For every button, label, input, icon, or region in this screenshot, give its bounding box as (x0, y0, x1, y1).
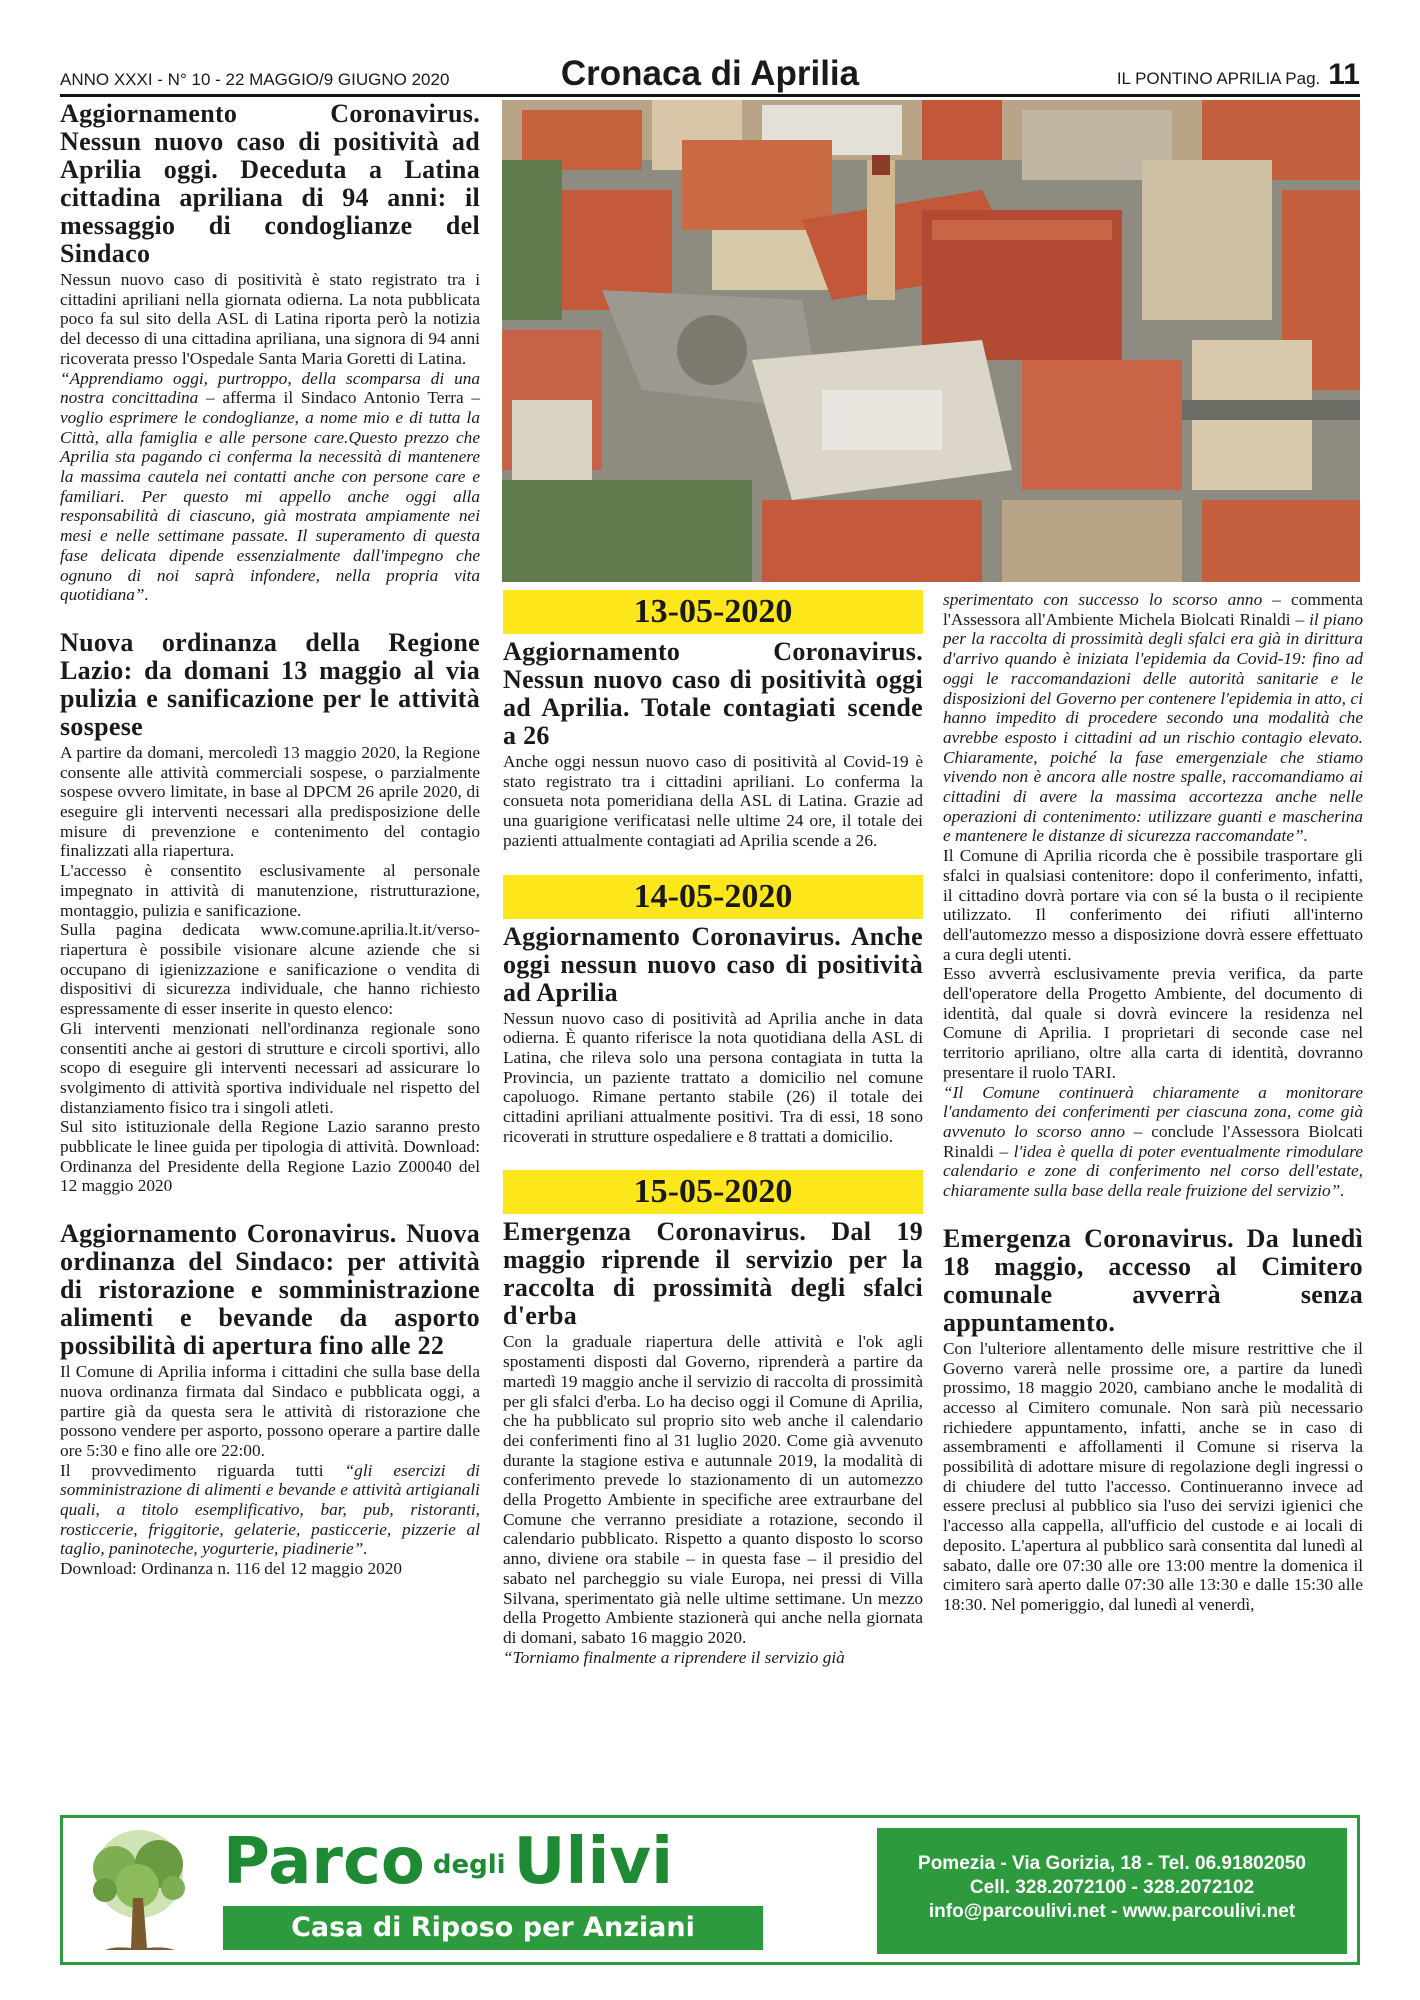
article-paragraph: Il Comune di Aprilia ricorda che è possibile trasportare gli sfalci in qualsiasi contenitore: dopo il conferimento, infatti, il cittadino dovrà portare via con sé la busta o il recipiente utilizzato. Il conferimento dei rifiuti all'interno dell'automezzo messo a disposizione dovrà essere effettuato a cura degli utenti. (943, 846, 1363, 964)
article-headline: Emergenza Coronavirus. Da lunedì 18 maggio, accesso al Cimitero comunale avverrà senza appuntamento. (943, 1223, 1363, 1337)
column-right (943, 590, 1363, 1615)
article-paragraph: Download: Ordinanza n. 116 del 12 maggio 2020 (60, 1559, 403, 1579)
article-paragraph: Anche oggi nessun nuovo caso di positività al Covid-19 è stato registrato tra i cittadini apriliani. Lo conferma la consueta nota pomeridiana della ASL di Latina. Grazie ad una guarigione verificatasi nelle ultime 24 ore, il totale dei pazienti attualmente contagiati ad Aprilia scende a 26. (503, 752, 923, 850)
article-headline: Aggiornamento Coronavirus. Nuova ordinanza del Sindaco: per attività di ristorazione e somministrazione alimenti e bevande da asporto possibilità di apertura fino alle 22 (60, 1219, 480, 1361)
lead-text: Il provvedimento riguarda tutti (60, 1460, 345, 1480)
article-quote-paragraph (943, 590, 1363, 846)
attribution-text: – commenta l'Assessora all'Ambiente Michela Biolcati Rinaldi – (943, 590, 1364, 629)
ad-subtitle: Casa di Riposo per Anziani (223, 1906, 763, 1950)
ad-address: Pomezia - Via Gorizia, 18 - Tel. 06.91802050 (918, 1853, 1306, 1874)
article-paragraph: Gli interventi menzionati nell'ordinanza regionale sono consentiti anche ai gestori di strutture e circoli sportivi, allo scopo di eseguire gli interventi necessari ad assicurare lo svolgimento di attività sportiva individuale nel rispetto del distanziamento fisico tra i singoli atleti. (60, 1018, 480, 1117)
article-headline: Emergenza Coronavirus. Dal 19 maggio riprende il servizio per la raccolta di prossimità degli sfalci d'erba (503, 1217, 923, 1331)
aerial-photo-illustration (502, 100, 1360, 582)
page-number: 11 (1328, 58, 1360, 91)
article-paragraph: Sul sito istituzionale della Regione Lazio saranno presto pubblicate le linee guida per tipologia di attività. Download: Ordinanza del Presidente della Regione Lazio Z00040 del 12 maggio 2020 (60, 1117, 480, 1196)
article-cemetery-access (943, 1225, 1363, 1615)
ad-phones: Cell. 328.2072100 - 328.2072102 (969, 1877, 1255, 1898)
quote-text: sperimentato con successo lo scorso anno (943, 590, 1263, 609)
article-quote-paragraph (943, 1083, 1363, 1201)
quote-text: voglio esprimere le condoglianze, a nome mio e di tutta la Città, alla famiglia e alle persone care.Questo prezzo che Aprilia sta pagando ci conferma la necessità di mantenere la massima cautela nei contatti anche con persone care e familiari. Per questo mi appello anche oggi alla responsabilità di ciascuno, già mostrata ampiamente nei mesi e nelle settimane passate. Il superamento di questa fase delicata dipende essenzialmente dall'impegno che ognuno di noi saprà infondere, nella propria vita quotidiana”. (60, 407, 480, 605)
article-paragraph (60, 1461, 480, 1560)
article-paragraph: Il Comune di Aprilia informa i cittadini che sulla base della nuova ordinanza firmata dal Sindaco e pubblicata oggi, a partire già da questa sera le attività di ristorazione che possono vendere per asporto, possono operare a partire dalle ore 5:30 e fino alle ore 22:00. (60, 1362, 480, 1460)
date-banner: 13-05-2020 (503, 590, 923, 634)
article-paragraph: Esso avverrà esclusivamente previa verifica, da parte dell'operatore della Progetto Ambiente, del documento di identità, dal quale si dovrà evincere la residenza nel Comune di Aprilia. I proprietari di seconde case nel territorio apriliano, oltre alla carta di identità, dovranno presentare il ruolo TARI. (943, 964, 1363, 1082)
olive-tree-icon (75, 1828, 203, 1954)
article-paragraph: Sulla pagina dedicata www.comune.aprilia.lt.it/verso-riapertura è possibile visionare alcune aziende che si occupano di igienizzazione e sanificazione o vendita di dispositivi di sicurezza individuale, che hanno richiesto espressamente di esser inserite in questo elenco: (60, 920, 480, 1019)
ad-web[interactable]: info@parcoulivi.net - www.parcoulivi.net (928, 1901, 1296, 1922)
ad-brand-word: degli (432, 1850, 506, 1881)
article-paragraph: Con l'ulteriore allentamento delle misure restrittive che il Governo varerà nelle prossime ore, a partire da lunedì prossimo, 18 maggio 2020, cambiano anche le modalità di accesso al Cimitero comunale. Non sarà più necessario richiedere appuntamento, infatti, anche se in caso di assembramenti e affollamenti il Comune si riserva la possibilità di adottare misure di regolazione degli ingressi o di chiudere del tutto l'accesso. Continueranno invece ad essere preclusi al pubblico sia l'uso dei servizi igienici che l'accesso alla cappella, all'ufficio del custode e ai locali di deposito. L'apertura al pubblico sarà consentita dal lunedì al sabato, dalle ore 07:30 alle ore 13:00 mentre la domenica il cimitero sarà aperto dalle 07:30 alle 13:30 e dalle 15:30 alle 18:30. Nel pomeriggio, dal lunedì al venerdì, (943, 1338, 1363, 1614)
date-banner: 15-05-2020 (503, 1170, 923, 1214)
article-paragraph: Nessun nuovo caso di positività ad Aprilia anche in data odierna. È quanto riferisce la nota quotidiana della ASL di Latina, che rileva solo una persona contagiata in tutta la Provincia, un paziente trattato a domicilio nel comune capoluogo. Rimane pertanto stabile (26) il totale dei cittadini apriliani attualmente positivi. Tra di essi, 18 sono ricoverati in strutture ospedaliere e 8 trattati a domicilio. (503, 1008, 923, 1146)
ad-brand-name (223, 1825, 674, 1899)
date-banner: 14-05-2020 (503, 875, 923, 919)
publication-name: IL PONTINO APRILIA Pag. (1116, 69, 1321, 88)
article-grass-collection-continued (943, 590, 1363, 1201)
publication-info (1117, 58, 1360, 92)
ad-brand-word: Parco (223, 1825, 425, 1899)
page-header (60, 52, 1360, 97)
article-headline: Nuova ordinanza della Regione Lazio: da domani 13 maggio al via pulizia e sanificazione per le attività sospese (60, 627, 480, 741)
article-quote-paragraph (60, 369, 480, 605)
article-headline: Aggiornamento Coronavirus. Anche oggi nessun nuovo caso di positività ad Aprilia (503, 921, 923, 1007)
article-paragraph: L'accesso è consentito esclusivamente al personale impegnato in attività di manutenzione, ristrutturazione, montaggio, pulizia e sanificazione. (60, 861, 480, 920)
attribution-text: – conclude l'Assessora Biolcati Rinaldi – (943, 1121, 1364, 1161)
article-headline: Aggiornamento Coronavirus. Nessun nuovo caso di positività ad Aprilia oggi. Deceduta a Latina cittadina apriliana di 94 anni: il messaggio di condoglianze del Sindaco (60, 99, 480, 268)
article-headline: Aggiornamento Coronavirus. Nessun nuovo caso di positività oggi ad Aprilia. Totale contagiati scende a 26 (503, 637, 923, 750)
article-paragraph: A partire da domani, mercoledì 13 maggio 2020, la Regione consente alle attività commerciali sospese, o parzialmente sospese ovvero limitate, in base al DPCM 26 aprile 2020, di eseguire gli interventi necessari alla predisposizione delle misure di prevenzione e contenimento del contagio finalizzati alla riapertura. (60, 742, 480, 861)
section-title: Cronaca di Aprilia (560, 54, 860, 93)
article-total-26 (503, 638, 923, 851)
quote-text: l'idea è quella di poter eventualmente rimodulare calendario e zone di conferimento nel corso dell'estate, chiaramente sulla base della reale fruizione del servizio”. (943, 1141, 1363, 1201)
quote-text: “Torniamo finalmente a riprendere il servizio già (503, 1647, 845, 1667)
quote-text: “Il Comune continuerà chiaramente a monitorare l'andamento dei conferimenti per ciascuna zona, come già avvenuto lo scorso anno (943, 1082, 1363, 1141)
advertisement-banner (60, 1815, 1360, 1965)
issue-info: ANNO XXXI - N° 10 - 22 MAGGIO/9 GIUGNO 2020 (60, 70, 450, 89)
article-paragraph: Con la graduale riapertura delle attività e l'ok agli spostamenti disposti dal Governo, riprenderà a partire da martedì 19 maggio anche il servizio di raccolta di prossimità per gli sfalci d'erba. Lo ha deciso oggi il Comune di Aprilia, che ha pubblicato sul proprio sito web anche il calendario dei conferimenti fino al 31 luglio 2020. Come già avvenuto durante la stagione estiva e autunnale 2019, la modalità di conferimento prevede lo stazionamento di un automezzo della Progetto Ambiente in specifiche aree extraurbane del Comune che verranno presidiate a rotazione, secondo il calendario pubblicato. Rispetto a quanto disposto lo scorso anno, diviene ora stabile – in questa fase – il presidio del sabato nel parcheggio su viale Europa, nei pressi di Villa Silvana, sperimentato già nelle ultime settimane. Un mezzo della Progetto Ambiente stazionerà qui anche nella giornata di domani, sabato 16 maggio 2020. (503, 1332, 923, 1647)
article-grass-collection (503, 1218, 923, 1667)
column-left (60, 100, 480, 1579)
column-center (503, 590, 923, 1667)
article-no-new-cases (503, 923, 923, 1147)
article-quote-paragraph (503, 1648, 923, 1668)
aerial-photo (502, 100, 1360, 582)
ad-brand-word: Ulivi (513, 1825, 674, 1899)
article-paragraph: Nessun nuovo caso di positività è stato registrato tra i cittadini apriliani nella giornata odierna. La nota pubblicata poco fa sul sito della ASL di Latina riporta però la notizia del decesso di una cittadina apriliana, una signora di 94 anni ricoverata presso l'Ospedale Santa Maria Goretti di Latina. (60, 270, 480, 368)
attribution-text: – afferma il Sindaco Antonio Terra – (198, 388, 480, 408)
article-regional-ordinance (60, 629, 480, 1196)
article-mayor-ordinance (60, 1220, 480, 1579)
quote-text: “gli esercizi di somministrazione di alimenti e bevande e attività artigianali quali, a titolo esemplificativo, bar, pub, ristoranti, rosticcerie, friggitorie, gelaterie, pasticcerie, pizzerie al taglio, paninoteche, yogurterie, piadinerie”. (60, 1460, 480, 1559)
ad-contact-box (877, 1828, 1347, 1954)
quote-text: il piano per la raccolta di prossimità degli sfalci era già in dirittura d'arrivo quando è iniziata l'epidemia da Covid-19: fino ad oggi le raccomandazioni delle autorità sanitarie e le disposizioni del Governo per contenere l'epidemia in atto, ci hanno impedito di procedere secondo una modalità che avrebbe esposto i cittadini ad un rischio contagio elevato. Chiaramente, poiché la fase emergenziale che stiamo vivendo non è ancora alle nostre spalle, raccomandiamo ai cittadini di avere la massima accortezza anche nelle operazioni di contenimento: utilizzare guanti e mascherina e mantenere le distanze di sicurezza raccomandate”. (943, 609, 1363, 846)
quote-text: “Apprendiamo oggi, purtroppo, della scomparsa di una nostra concittadina (60, 368, 480, 408)
article-condolences (60, 100, 480, 605)
